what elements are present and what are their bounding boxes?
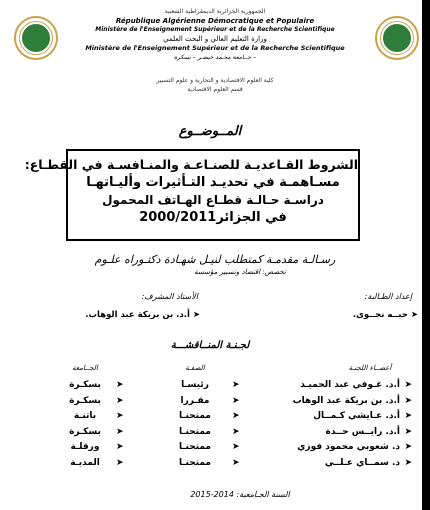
- column-header-rank: الصفـة: [185, 364, 205, 372]
- committee-label: لجـنـة المنــاقشـــة: [170, 340, 250, 351]
- university-logo-right: [375, 16, 419, 60]
- table-row: [0, 411, 422, 424]
- member-role: ممتحنـا: [179, 457, 211, 468]
- member-name: أ.د. غـوفي عبد الحميـد: [300, 380, 400, 390]
- topic-label: المــوضــوع: [178, 124, 242, 139]
- title-line-1: الشروط القـاعديـة للصنـاعـة والمنـافسـة في القطـاع:: [24, 157, 358, 172]
- member-university: باتنـة: [73, 411, 97, 421]
- bullet-icon: ➤: [116, 426, 124, 437]
- member-role: رئيسـا: [181, 380, 209, 390]
- bullet-icon: ➤: [192, 310, 200, 320]
- member-role: ممتحنـا: [179, 426, 211, 437]
- bullet-icon: ➤: [404, 426, 412, 437]
- member-name: أ.د. بن بريكة عبد الوهاب: [292, 395, 400, 406]
- bullet-icon: ➤: [404, 395, 412, 406]
- header-ar-faculty: كلية العلوم الاقتصادية و التجارية و علوم التسيير: [156, 77, 274, 84]
- header-ar-university: جــامعة محـمد خيضـر – بسكرة –: [174, 54, 256, 61]
- title-line-3: دراسـة حـالـة قطـاع الهـاتف المحمول: [102, 193, 324, 207]
- table-row: [0, 442, 422, 455]
- prepared-by-label: إعداد الطـالبة:: [364, 292, 412, 301]
- header-fr-republic: République Algérienne Démocratique et Populaire: [115, 17, 315, 25]
- student-name-text: حبــه نجــوى.: [352, 310, 408, 320]
- bullet-icon: ➤: [404, 380, 412, 390]
- academic-year: السنة الجـامعية: 2014-2015: [190, 490, 290, 499]
- supervisor-label: الأستاذ المشرف:: [141, 292, 198, 301]
- member-role: ممتحنـا: [179, 442, 211, 452]
- bullet-icon: ➤: [404, 442, 412, 452]
- university-logo-left: [14, 16, 58, 60]
- header-ar-republic: الجمهورية الجزائرية الديمقراطية الشعبية: [164, 8, 266, 15]
- bullet-icon: ➤: [116, 457, 124, 468]
- page-edge: [422, 0, 430, 510]
- header-fr-ministry: Ministère de l'Enseignement Supérieur et de la Recherche Scientifique: [85, 44, 345, 52]
- bullet-icon: ➤: [232, 395, 240, 406]
- member-role: ممتحنـا: [179, 411, 211, 421]
- bullet-icon: ➤: [116, 395, 124, 406]
- specialty: تخصص: اقتصاد وتسيير مؤسسة: [194, 268, 286, 276]
- member-university: بسكـرة: [69, 395, 101, 406]
- table-row: [0, 396, 422, 409]
- header-ar-ministry: وزارة التعليم العالي و البحث العلمي: [163, 35, 267, 43]
- column-header-university: الجــامعة: [72, 364, 98, 372]
- thesis-line: رسـالـة مقدمـة كمتطلب لنيـل شهـادة دكتـوراه علـوم: [94, 253, 336, 266]
- member-name: أ.د. رايــس حــدة: [325, 426, 400, 437]
- member-university: بسكـرة: [69, 426, 101, 437]
- table-row: [0, 458, 422, 471]
- table-row: [0, 380, 422, 393]
- bullet-icon: ➤: [116, 411, 124, 421]
- bullet-icon: ➤: [410, 310, 418, 320]
- bullet-icon: ➤: [116, 442, 124, 452]
- bullet-icon: ➤: [404, 411, 412, 421]
- member-university: ورقلـة: [70, 442, 100, 452]
- student-name: [268, 310, 418, 320]
- bullet-icon: ➤: [232, 380, 240, 390]
- bullet-icon: ➤: [232, 442, 240, 452]
- member-role: مقـررا: [180, 395, 210, 406]
- title-box: [24, 149, 360, 241]
- column-header-members: أعضــاء اللجنـة: [348, 364, 392, 372]
- bullet-icon: ➤: [232, 411, 240, 421]
- member-name: د. شعوبي محمود فوزي: [297, 442, 400, 452]
- supervisor-name-text: أ.د. بن بريكة عبد الوهاب.: [85, 310, 190, 320]
- bullet-icon: ➤: [232, 426, 240, 437]
- header-fr-ministry-short: Ministère de l'Enseignement Supérieur et de la Recherche Scientifique: [95, 26, 335, 33]
- member-university: بسكـرة: [69, 380, 101, 390]
- supervisor-name: [40, 310, 200, 320]
- header-ar-department: قسم العلوم الاقتصادية: [187, 86, 243, 93]
- title-line-2: مسـاهمـة في تحديـد التـأثيرات وأليـاتهـا: [86, 175, 340, 190]
- table-row: [0, 427, 422, 440]
- title-line-4: في الجزائر2000/2011: [139, 210, 287, 225]
- member-name: أ.د. عـايشي كـمــال: [313, 411, 400, 421]
- bullet-icon: ➤: [404, 457, 412, 468]
- member-university: المديـة: [70, 457, 100, 468]
- bullet-icon: ➤: [232, 457, 240, 468]
- member-name: د. سمــاي عـلــي: [324, 457, 400, 468]
- bullet-icon: ➤: [116, 380, 124, 390]
